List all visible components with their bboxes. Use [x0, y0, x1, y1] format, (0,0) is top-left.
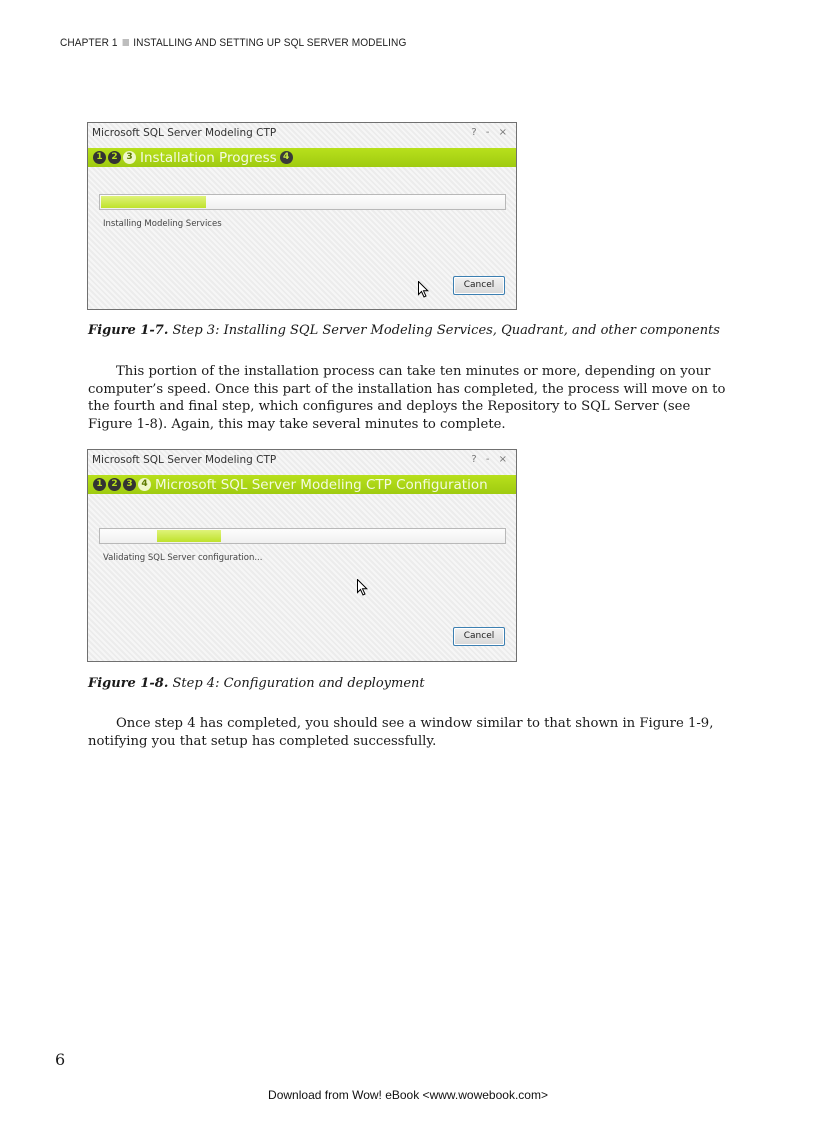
- title-bar: [88, 450, 516, 472]
- separator-square-icon: [122, 39, 128, 46]
- figure-7-caption-text: Step 3: Installing SQL Server Modeling Services, Quadrant, and other components: [172, 323, 720, 338]
- cancel-button[interactable]: Cancel: [453, 627, 505, 646]
- figure-7-caption: [88, 323, 720, 338]
- figure-8-label: Figure 1-8.: [88, 676, 169, 691]
- step-1-icon: 1: [93, 478, 106, 491]
- progress-bar: [99, 194, 506, 210]
- step-banner: [88, 148, 516, 167]
- status-text: Validating SQL Server configuration...: [103, 553, 263, 563]
- page-number: 6: [55, 1050, 66, 1069]
- body-paragraph-1: This portion of the installation process can take ten minutes or more, depending on your computer’s speed. Once this part of the installation has completed, the process will move on to the fourth and final step, which configures and deploys the Repository to SQL Server (see Figure 1-8). Again, this may take several minutes to complete.: [88, 364, 726, 432]
- cancel-button[interactable]: Cancel: [453, 276, 505, 295]
- figure-8-caption-text: Step 4: Configuration and deployment: [172, 676, 425, 691]
- chapter-label: CHAPTER 1: [60, 37, 118, 49]
- stage-label: Installation Progress: [140, 149, 277, 166]
- progress-fill: [157, 530, 222, 542]
- figure-7-label: Figure 1-7.: [88, 323, 169, 338]
- figure-8-caption: [88, 676, 425, 691]
- download-footer: Download from Wow! eBook <www.wowebook.com>: [268, 1088, 548, 1102]
- step-3-icon: 3: [123, 151, 136, 164]
- window-title: Microsoft SQL Server Modeling CTP: [92, 127, 277, 139]
- mouse-pointer-icon: [418, 281, 429, 298]
- window-title: Microsoft SQL Server Modeling CTP: [92, 454, 277, 466]
- installer-window-step3: [87, 122, 517, 310]
- step-2-icon: 2: [108, 151, 121, 164]
- window-controls[interactable]: ? - ×: [471, 454, 510, 465]
- stage-label: Microsoft SQL Server Modeling CTP Configuration: [155, 476, 488, 493]
- progress-fill: [101, 196, 206, 208]
- progress-bar: [99, 528, 506, 544]
- step-3-icon: 3: [123, 478, 136, 491]
- body-paragraph-2: Once step 4 has completed, you should see a window similar to that shown in Figure 1-9, notifying you that setup has completed successfully.: [88, 716, 714, 749]
- title-bar: [88, 123, 516, 145]
- running-head: [60, 37, 406, 49]
- step-1-icon: 1: [93, 151, 106, 164]
- window-controls[interactable]: ? - ×: [471, 127, 510, 138]
- mouse-pointer-icon: [357, 579, 368, 596]
- installer-window-step4: [87, 449, 517, 662]
- step-4-icon: 4: [280, 151, 293, 164]
- step-4-icon: 4: [138, 478, 151, 491]
- status-text: Installing Modeling Services: [103, 219, 222, 229]
- step-banner: [88, 475, 516, 494]
- step-2-icon: 2: [108, 478, 121, 491]
- chapter-title: INSTALLING AND SETTING UP SQL SERVER MODELING: [133, 37, 407, 49]
